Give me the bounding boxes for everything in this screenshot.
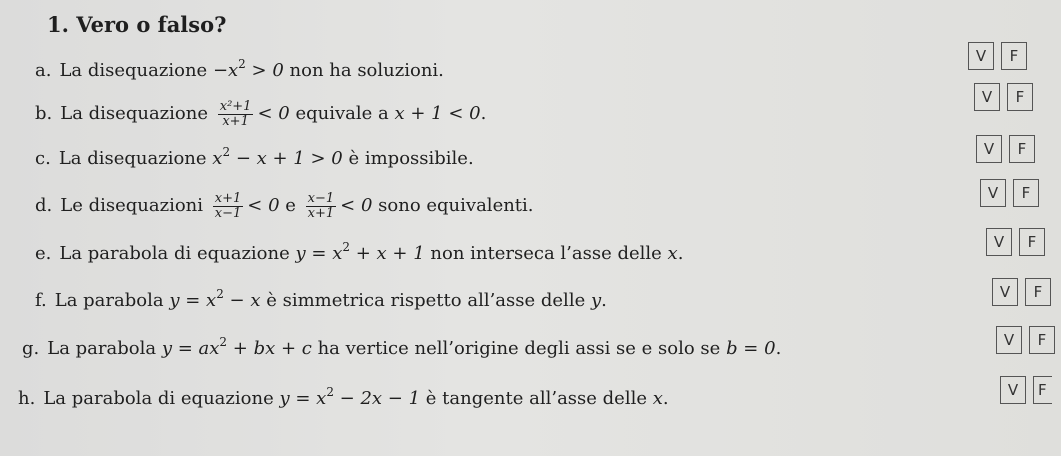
math-expression: x — [667, 243, 678, 264]
true-box[interactable]: V — [968, 42, 994, 70]
statement-a — [35, 57, 444, 81]
false-box[interactable]: F — [1001, 42, 1027, 70]
item-label: b. — [35, 103, 53, 125]
false-box[interactable]: F — [1019, 228, 1045, 256]
statement-text: . — [601, 290, 607, 311]
true-box[interactable]: V — [986, 228, 1012, 256]
exercise-title: 1. Vero o falso? — [47, 12, 227, 37]
true-box[interactable]: V — [996, 326, 1022, 354]
item-label: e. — [35, 243, 52, 264]
statement-h — [18, 385, 669, 409]
true-box[interactable]: V — [974, 83, 1000, 111]
statement-text: . — [662, 388, 669, 409]
true-false-choice-f — [992, 278, 1058, 306]
false-box[interactable]: F — [1033, 376, 1052, 404]
statement-text: non ha soluzioni. — [289, 60, 444, 81]
statement-f — [35, 287, 607, 311]
math-expression: $y = x^2 - x$ — [169, 287, 261, 311]
statement-text: La parabola di equazione — [43, 388, 274, 409]
false-box[interactable]: F — [1007, 83, 1033, 111]
statement-text: La parabola — [47, 338, 157, 359]
statement-g — [22, 335, 782, 359]
true-false-choice-b — [974, 83, 1040, 111]
math-expression: $y = ax^2$ + bx + c — [161, 335, 312, 359]
statement-text: è simmetrica rispetto all’asse delle — [266, 290, 586, 311]
true-box[interactable]: V — [1000, 376, 1026, 404]
true-false-choice-h — [1000, 376, 1059, 404]
item-label: c. — [35, 148, 51, 169]
true-box[interactable]: V — [980, 179, 1006, 207]
false-box[interactable]: F — [1029, 326, 1055, 354]
math-expression: $y = x^2 + x + 1$ — [295, 240, 425, 264]
math-expression: x — [652, 388, 663, 409]
statement-text: . — [480, 103, 487, 125]
false-box[interactable]: F — [1009, 135, 1035, 163]
statement-text: La disequazione — [58, 148, 207, 169]
statement-text: La disequazione — [60, 103, 208, 125]
fraction: $\frac{x-1}{x+1}$ — [307, 191, 335, 221]
true-false-choice-g — [996, 326, 1061, 354]
item-label: d. — [35, 195, 53, 217]
math-expression: $x^2 - x + 1 > 0$ — [212, 145, 343, 169]
true-box[interactable]: V — [976, 135, 1002, 163]
statement-d — [35, 192, 534, 220]
math-expression: < 0 — [340, 195, 373, 217]
item-label: g. — [22, 338, 40, 359]
math-expression: < 0 — [257, 103, 290, 125]
statement-text: è impossibile. — [348, 148, 474, 169]
statement-text: . — [775, 338, 782, 359]
statement-text: e — [285, 195, 296, 217]
math-expression: $-x^2 > 0$ — [212, 57, 284, 81]
fraction: $\frac{x+1}{x-1}$ — [214, 191, 242, 221]
false-box[interactable]: F — [1025, 278, 1051, 306]
true-false-choice-e — [986, 228, 1052, 256]
statement-text: . — [677, 243, 684, 264]
math-expression: < 0 — [247, 195, 280, 217]
statement-text: La parabola — [54, 290, 164, 311]
math-expression: b = 0 — [726, 338, 776, 359]
item-label: a. — [35, 60, 52, 81]
false-box[interactable]: F — [1013, 179, 1039, 207]
true-false-choice-d — [980, 179, 1046, 207]
statement-text: è tangente all’asse delle — [425, 388, 647, 409]
math-expression: $y = x^2 - 2x - 1$ — [279, 385, 421, 409]
statement-text: non interseca l’asse delle — [430, 243, 662, 264]
statement-text: equivale a — [295, 103, 389, 125]
statement-text: La disequazione — [59, 60, 208, 81]
statement-text: La parabola di equazione — [59, 243, 290, 264]
true-false-choice-c — [976, 135, 1042, 163]
item-label: f. — [35, 290, 47, 311]
statement-text: sono equivalenti. — [378, 195, 534, 217]
fraction: $\frac{\text{x²+1}}{x+1}$ — [219, 99, 252, 129]
true-box[interactable]: V — [992, 278, 1018, 306]
statement-text: Le disequazioni — [60, 195, 204, 217]
statement-text: ha vertice nell’origine degli assi se e solo se — [317, 338, 721, 359]
item-label: h. — [18, 388, 36, 409]
statement-b — [35, 100, 486, 128]
math-expression: x + 1 < 0 — [394, 103, 481, 125]
statement-e — [35, 240, 684, 264]
statement-c — [35, 145, 474, 169]
math-expression: y — [590, 290, 602, 311]
true-false-choice-a — [968, 42, 1034, 70]
